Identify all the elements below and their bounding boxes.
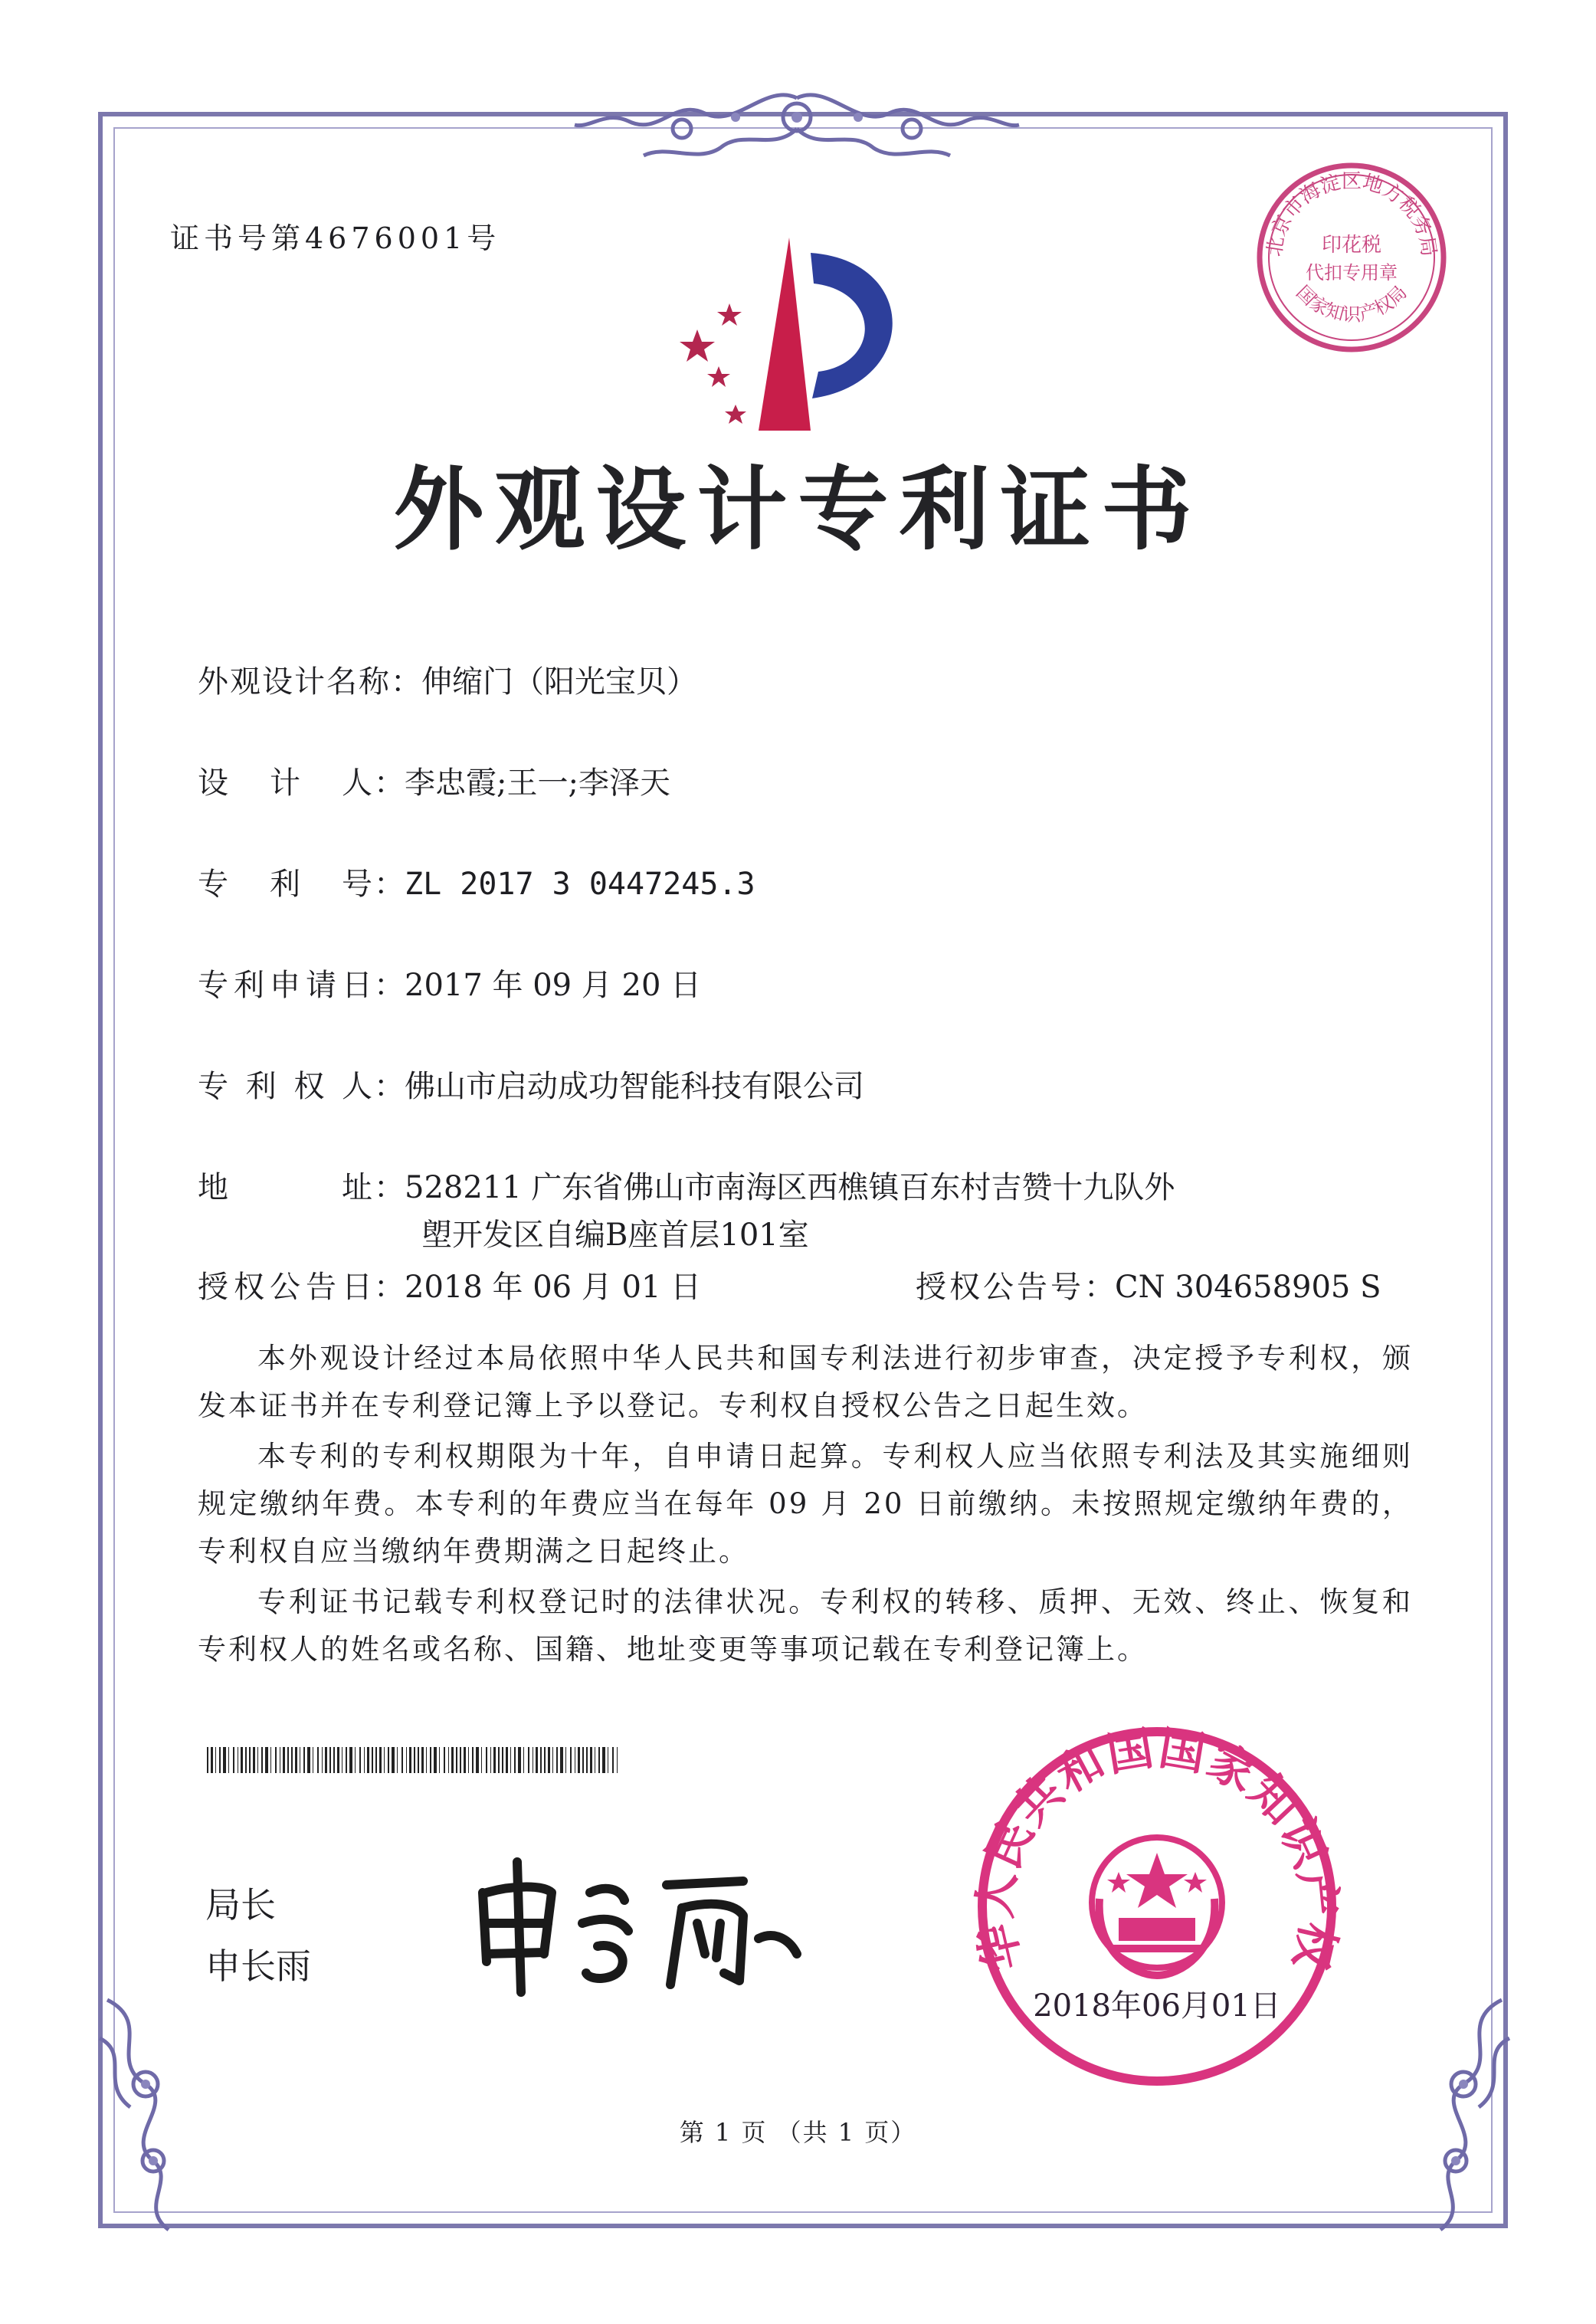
barcode-bar bbox=[291, 1747, 293, 1773]
barcode-bar bbox=[322, 1747, 323, 1773]
barcode-bar bbox=[325, 1747, 327, 1773]
signature-icon bbox=[467, 1847, 820, 2000]
tax-stamp-ring-icon bbox=[1252, 158, 1451, 357]
barcode-bar bbox=[414, 1747, 415, 1773]
barcode-bar bbox=[617, 1747, 618, 1773]
barcode-bar bbox=[518, 1747, 521, 1773]
barcode-bar bbox=[602, 1747, 605, 1773]
barcode-bar bbox=[392, 1747, 395, 1773]
barcode-bar bbox=[275, 1747, 277, 1773]
barcode-bar bbox=[448, 1747, 449, 1773]
barcode-bar bbox=[257, 1747, 258, 1773]
barcode-bar bbox=[372, 1747, 373, 1773]
barcode-bar bbox=[582, 1747, 584, 1773]
barcode-bar bbox=[493, 1747, 496, 1773]
field-announce-no bbox=[916, 1263, 1381, 1306]
signatory-name: 申长雨 bbox=[205, 1945, 311, 1987]
national-emblem-icon bbox=[1092, 1837, 1222, 1975]
barcode-bar bbox=[418, 1747, 419, 1773]
field-announce-date bbox=[198, 1263, 701, 1306]
colon: ： bbox=[374, 1170, 405, 1205]
field-address bbox=[198, 1163, 1175, 1207]
address-line1: 528211 广东省佛山市南海区西樵镇百东村吉赞十九队外 bbox=[405, 1170, 1175, 1205]
barcode-bar bbox=[548, 1747, 550, 1773]
barcode-bar bbox=[612, 1747, 614, 1773]
designer-value: 李忠霞;王一;李泽天 bbox=[405, 765, 670, 801]
barcode-bar bbox=[270, 1747, 271, 1773]
patentee-value: 佛山市启动成功智能科技有限公司 bbox=[405, 1069, 864, 1104]
barcode-bar bbox=[303, 1747, 305, 1773]
barcode-bar bbox=[261, 1747, 263, 1773]
barcode-bar bbox=[528, 1747, 529, 1773]
patent-no-value: ZL 2017 3 0447245.3 bbox=[405, 867, 755, 902]
barcode-bar bbox=[283, 1747, 285, 1773]
barcode-bar bbox=[245, 1747, 247, 1773]
paragraph-3: 专利证书记载专利权登记时的法律状况。专利权的转移、质押、无效、终止、恢复和专利权人的姓名或名称、国籍、地址变更等事项记载在专利登记簿上。 bbox=[198, 1585, 1413, 1666]
barcode-bar bbox=[228, 1747, 229, 1773]
barcode-bar bbox=[472, 1747, 474, 1773]
barcode-bar bbox=[241, 1747, 243, 1773]
field-filing-date bbox=[198, 961, 701, 1005]
tax-stamp-center-line2: 代扣专用章 bbox=[1306, 262, 1398, 284]
colon: ： bbox=[374, 867, 405, 902]
barcode-bar bbox=[514, 1747, 516, 1773]
barcode-bar bbox=[337, 1747, 339, 1773]
barcode bbox=[207, 1747, 621, 1773]
barcode-bar bbox=[355, 1747, 356, 1773]
barcode-bar bbox=[502, 1747, 503, 1773]
barcode-bar bbox=[223, 1747, 226, 1773]
barcode-bar bbox=[295, 1747, 297, 1773]
barcode-bar bbox=[364, 1747, 365, 1773]
field-label: 专利权人 bbox=[198, 1069, 374, 1104]
barcode-bar bbox=[384, 1747, 385, 1773]
address-line2: 塱开发区自编B座首层101室 bbox=[421, 1218, 809, 1253]
seal-text: 华人民共和国国家知识产权 bbox=[973, 1723, 1341, 1976]
seal-ring-icon bbox=[973, 1723, 1341, 2090]
field-label: 授权公告号 bbox=[916, 1270, 1084, 1305]
barcode-bar bbox=[211, 1747, 213, 1773]
paragraph-2: 本专利的专利权期限为十年，自申请日起算。专利权人应当依照专利法及其实施细则规定缴纳年费。本专利的年费应当在每年 09 月 20 日前缴纳。未按照规定缴纳年费的，专利权自应当缴纳年费期满之日起终止。 bbox=[198, 1440, 1413, 1568]
announce-date-value: 2018 年 06 月 01 日 bbox=[405, 1270, 702, 1305]
barcode-bar bbox=[406, 1747, 407, 1773]
barcode-bar bbox=[421, 1747, 424, 1773]
colon: ： bbox=[374, 1069, 405, 1104]
colon: ： bbox=[374, 968, 405, 1003]
barcode-bar bbox=[207, 1747, 208, 1773]
announce-no-value: CN 304658905 S bbox=[1115, 1270, 1381, 1305]
barcode-bar bbox=[401, 1747, 403, 1773]
barcode-bar bbox=[578, 1747, 580, 1773]
seal-date: 2018年06月01日 bbox=[1033, 1988, 1281, 2024]
colon: ： bbox=[1084, 1270, 1115, 1305]
top-ornament-icon bbox=[567, 83, 1027, 167]
barcode-bar bbox=[219, 1747, 221, 1773]
barcode-bar bbox=[249, 1747, 251, 1773]
barcode-bar bbox=[265, 1747, 268, 1773]
barcode-bar bbox=[476, 1747, 479, 1773]
barcode-bar bbox=[536, 1747, 538, 1773]
barcode-bar bbox=[430, 1747, 431, 1773]
field-label: 外观设计名称 bbox=[198, 664, 391, 700]
barcode-bar bbox=[481, 1747, 482, 1773]
page-number: 第 1 页 （共 1 页） bbox=[679, 2118, 917, 2147]
colon: ： bbox=[374, 765, 405, 801]
barcode-bar bbox=[409, 1747, 411, 1773]
barcode-bar bbox=[523, 1747, 524, 1773]
patent-office-logo-icon bbox=[674, 230, 935, 437]
barcode-bar bbox=[367, 1747, 369, 1773]
barcode-bar bbox=[468, 1747, 469, 1773]
barcode-bar bbox=[349, 1747, 352, 1773]
barcode-bar bbox=[556, 1747, 558, 1773]
barcode-bar bbox=[456, 1747, 457, 1773]
svg-text:国家知识产权局 bbox=[1292, 281, 1411, 325]
barcode-bar bbox=[388, 1747, 389, 1773]
barcode-bar bbox=[317, 1747, 319, 1773]
barcode-bar bbox=[253, 1747, 255, 1773]
field-label: 设计人 bbox=[198, 765, 374, 801]
barcode-bar bbox=[565, 1747, 566, 1773]
barcode-bar bbox=[586, 1747, 588, 1773]
barcode-bar bbox=[359, 1747, 361, 1773]
field-label: 地址 bbox=[198, 1170, 374, 1205]
barcode-bar bbox=[540, 1747, 542, 1773]
barcode-bar bbox=[451, 1747, 454, 1773]
barcode-bar bbox=[329, 1747, 331, 1773]
tax-stamp bbox=[1252, 158, 1451, 357]
field-patentee bbox=[198, 1062, 864, 1106]
page-title: 外观设计专利证书 bbox=[393, 457, 1203, 562]
certificate-number: 证书号第4676001号 bbox=[170, 221, 501, 255]
barcode-bar bbox=[379, 1747, 382, 1773]
field-patent-no bbox=[198, 860, 755, 903]
barcode-bar bbox=[486, 1747, 487, 1773]
barcode-bar bbox=[397, 1747, 398, 1773]
barcode-bar bbox=[439, 1747, 440, 1773]
barcode-bar bbox=[560, 1747, 563, 1773]
field-designer bbox=[198, 759, 670, 802]
barcode-bar bbox=[598, 1747, 600, 1773]
paragraph-1: 本外观设计经过本局依照中华人民共和国专利法进行初步审查，决定授予专利权，颁发本证书并在专利登记簿上予以登记。专利权自授权公告之日起生效。 bbox=[198, 1342, 1413, 1422]
barcode-bar bbox=[506, 1747, 508, 1773]
field-label: 专利申请日 bbox=[198, 968, 374, 1003]
barcode-bar bbox=[490, 1747, 491, 1773]
barcode-bar bbox=[287, 1747, 289, 1773]
barcode-icon bbox=[207, 1747, 621, 1773]
barcode-bar bbox=[444, 1747, 445, 1773]
barcode-bar bbox=[233, 1747, 234, 1773]
barcode-bar bbox=[590, 1747, 592, 1773]
barcode-bar bbox=[215, 1747, 216, 1773]
tax-stamp-ring-text: 北京市海淀区地方税务局 bbox=[1263, 169, 1440, 258]
barcode-bar bbox=[544, 1747, 546, 1773]
signatory-title: 局长 bbox=[205, 1884, 276, 1926]
field-label: 专利号 bbox=[198, 867, 374, 902]
tax-stamp-bottom-text: 国家知识产权局 bbox=[1292, 281, 1411, 326]
colon: ： bbox=[374, 1270, 405, 1305]
barcode-bar bbox=[375, 1747, 377, 1773]
barcode-bar bbox=[464, 1747, 466, 1773]
barcode-bar bbox=[510, 1747, 511, 1773]
official-seal bbox=[973, 1723, 1341, 2090]
barcode-bar bbox=[426, 1747, 427, 1773]
barcode-bar bbox=[346, 1747, 347, 1773]
barcode-bar bbox=[307, 1747, 310, 1773]
field-design-name bbox=[198, 657, 697, 701]
barcode-bar bbox=[434, 1747, 437, 1773]
colon: ： bbox=[391, 664, 421, 700]
barcode-bar bbox=[552, 1747, 553, 1773]
tax-stamp-center-line1: 印花税 bbox=[1321, 234, 1382, 257]
barcode-bar bbox=[333, 1747, 335, 1773]
filing-date-value: 2017 年 09 月 20 日 bbox=[405, 968, 702, 1003]
design-name-value: 伸缩门（阳光宝贝） bbox=[421, 664, 697, 700]
barcode-bar bbox=[570, 1747, 572, 1773]
barcode-bar bbox=[460, 1747, 461, 1773]
field-label: 授权公告日 bbox=[198, 1270, 374, 1305]
barcode-bar bbox=[498, 1747, 500, 1773]
